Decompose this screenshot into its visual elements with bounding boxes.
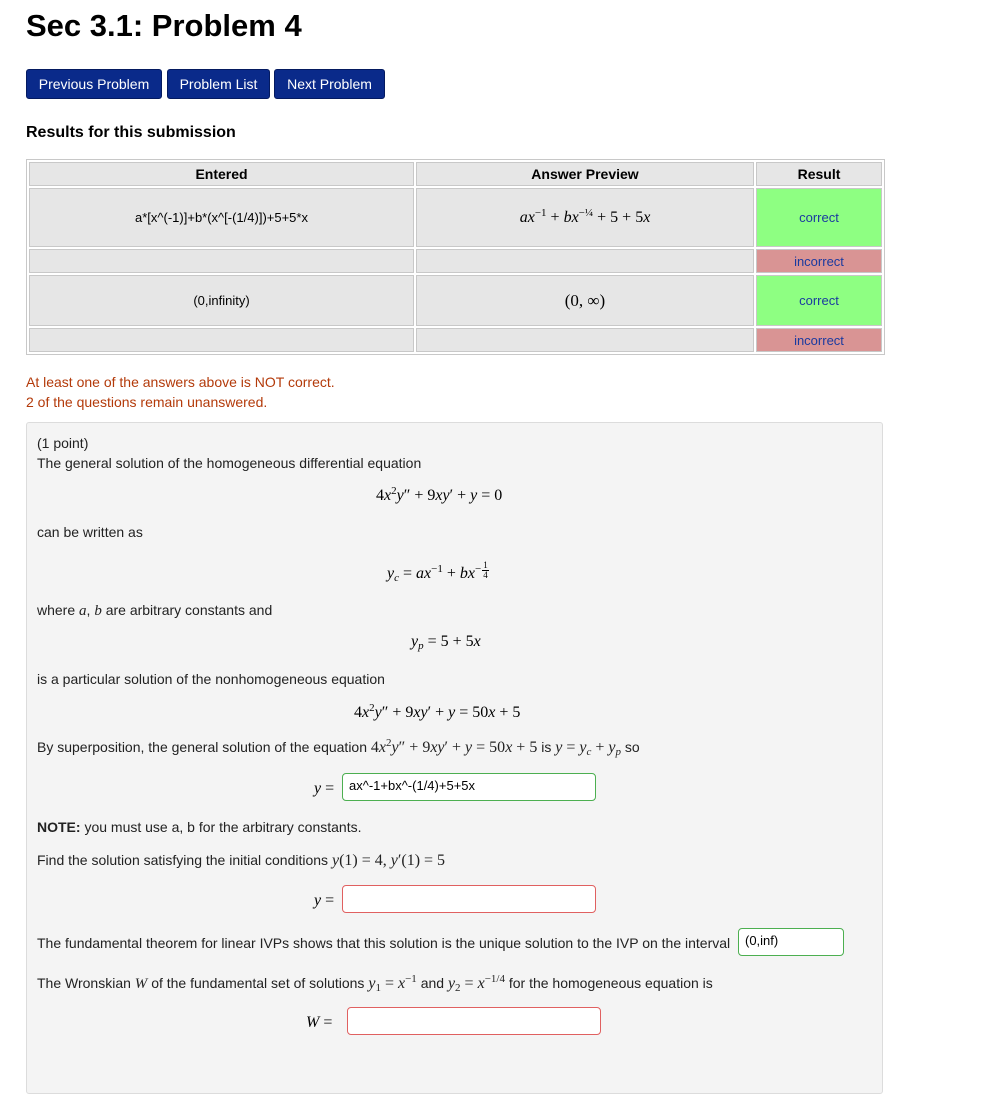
page-title: Sec 3.1: Problem 4 bbox=[26, 8, 302, 43]
result-cell: correct bbox=[756, 188, 882, 247]
result-cell: incorrect bbox=[756, 249, 882, 273]
unanswered-message: 2 of the questions remain unanswered. bbox=[26, 394, 268, 410]
entered-cell: a*[x^(-1)]+b*(x^[-(1/4)])+5+5*x bbox=[29, 188, 414, 247]
problem-intro: The general solution of the homogeneous differential equation bbox=[37, 455, 422, 471]
homogeneous-equation: $4x^2y'' + 9xy' + y = 0$ bbox=[376, 485, 503, 504]
interval-input[interactable]: (0,inf) bbox=[738, 928, 844, 956]
table-row bbox=[29, 275, 882, 326]
result-cell: incorrect bbox=[756, 328, 882, 352]
nonhomogeneous-equation: $4x^2y'' + 9xy' + y = 50x + 5$ bbox=[354, 702, 521, 721]
yc-equation: $y_c = ax^{-1} + bx^-$ $\frac{1}{4}$ bbox=[387, 560, 488, 584]
can-be-written-text: can be written as bbox=[37, 524, 143, 540]
results-heading: Results for this submission bbox=[26, 124, 236, 141]
w-label: W = bbox=[306, 1014, 333, 1031]
answer-preview-cell: $ax^{-1} + bx^{-\frac{1}{4}} + 5 + 5x$ bbox=[416, 188, 754, 247]
wronskian-input[interactable] bbox=[347, 1007, 601, 1035]
entered-cell: (0,infinity) bbox=[29, 275, 414, 326]
table-row bbox=[29, 188, 882, 247]
column-entered: Entered bbox=[29, 162, 414, 186]
answer-preview-cell bbox=[416, 249, 754, 273]
particular-text: is a particular solution of the nonhomogeneous equation bbox=[37, 671, 385, 687]
table-row bbox=[29, 249, 882, 273]
problem-list-button[interactable]: Problem List bbox=[167, 69, 270, 99]
yp-equation: $y_p = 5 + 5x$ bbox=[411, 633, 481, 652]
ivp-text: Find the solution satisfying the initial conditions y(1) = 4, y′(1) = 5 bbox=[37, 852, 446, 869]
y-label: y = bbox=[314, 892, 335, 909]
wronskian-text: The Wronskian W of the fundamental set of solutions $y_1 = x^{-1}$ and $y_2 = x^{-1/4}$ for the homogeneous equation is bbox=[37, 973, 713, 994]
theorem-text: The fundamental theorem for linear IVPs shows that this solution is the unique solution to the IVP on the interval bbox=[37, 935, 731, 951]
y-label: y = bbox=[314, 780, 335, 797]
entered-cell bbox=[29, 328, 414, 352]
superposition-text: By superposition, the general solution of the equation $4x^2y'' + 9xy' + y = 50x + 5$ is $y = y_c + y_p$ so bbox=[37, 737, 640, 758]
ivp-solution-input[interactable] bbox=[342, 885, 596, 913]
not-correct-message: At least one of the answers above is NOT correct. bbox=[26, 374, 335, 390]
where-text: where a, b are arbitrary constants and bbox=[37, 602, 273, 619]
problem-panel bbox=[26, 422, 883, 1094]
results-table bbox=[26, 159, 885, 355]
entered-cell bbox=[29, 249, 414, 273]
answer-preview-cell bbox=[416, 328, 754, 352]
column-answer-preview: Answer Preview bbox=[416, 162, 754, 186]
previous-problem-button[interactable]: Previous Problem bbox=[26, 69, 162, 99]
general-solution-input[interactable]: ax^-1+bx^-(1/4)+5+5x bbox=[342, 773, 596, 801]
note-text: NOTE: you must use a, b for the arbitrary constants. bbox=[37, 819, 362, 835]
table-row bbox=[29, 328, 882, 352]
next-problem-button[interactable]: Next Problem bbox=[274, 69, 385, 99]
result-cell: correct bbox=[756, 275, 882, 326]
points-label: (1 point) bbox=[37, 435, 89, 451]
answer-preview-cell: (0, ∞) bbox=[416, 275, 754, 326]
column-result: Result bbox=[756, 162, 882, 186]
